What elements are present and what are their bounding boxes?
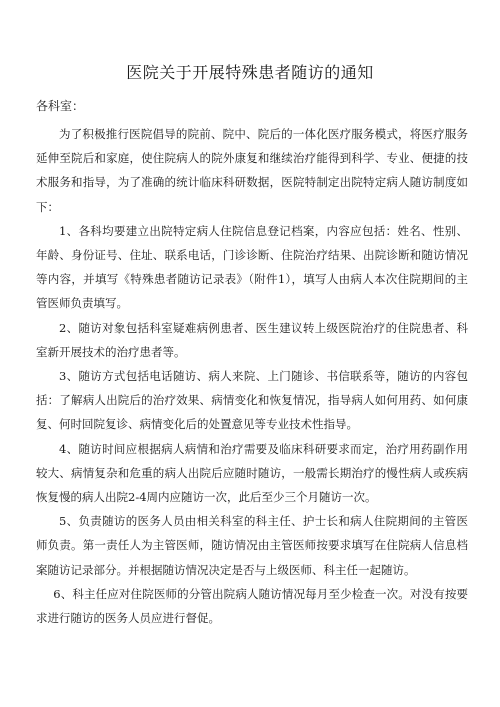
paragraph-item-2: 2、随访对象包括科室疑难病例患者、医生建议转上级医院治疗的住院患者、科室新开展技术的治疗患者等。 — [36, 320, 468, 359]
paragraph-item-3: 3、随访方式包括电话随访、病人来院、上门随诊、书信联系等，随访的内容包括：了解病人出院后的治疗效果、病情变化和恢复情况，指导病人如何用药、如何康复、何时回院复诊、病情变化后的处置意见等专业技术性指导。 — [36, 369, 468, 432]
paragraph-item-6: 6、科主任应对住院医师的分管出院病人随访情况每月至少检查一次。对没有按要求进行随访的医务人员应进行督促。 — [36, 586, 468, 626]
document-body — [36, 122, 468, 630]
salutation: 各科室： — [36, 99, 85, 113]
paragraph-intro: 为了积极推行医院倡导的院前、院中、院后的一体化医疗服务模式，将医疗服务延伸至院后和家庭，使住院病人的院外康复和继续治疗能得到科学、专业、便捷的技术服务和指导，为了准确的统计临床科研数据，医院特制定出院特定病人随访制度如下： — [36, 127, 468, 214]
paragraph-item-5: 5、负责随访的医务人员由相关科室的科主任、护士长和病人住院期间的主管医师负责。第一责任人为主管医师，随访情况由主管医师按要求填写在住院病人信息档案随访记录部分。并根据随访情况决定是否与上级医师、科主任一起随访。 — [36, 514, 468, 577]
paragraph-item-4: 4、随访时间应根据病人病情和治疗需要及临床科研要求而定，治疗用药副作用较大、病情复杂和危重的病人出院后应随时随访，一般需长期治疗的慢性病人或疾病恢复慢的病人出院2-4周内应随访一次，此后至少三个月随访一次。 — [36, 441, 468, 505]
document-title: 医院关于开展特殊患者随访的通知 — [126, 63, 374, 82]
paragraph-item-1: 1、各科均要建立出院特定病人住院信息登记档案，内容应包括：姓名、性别、年龄、身份证号、住址、联系电话，门诊诊断、住院治疗结果、出院诊断和随访情况等内容，并填写《特殊患者随访记录表》（附件1），填写人由病人本次住院期间的主管医师负责填写。 — [36, 223, 468, 311]
